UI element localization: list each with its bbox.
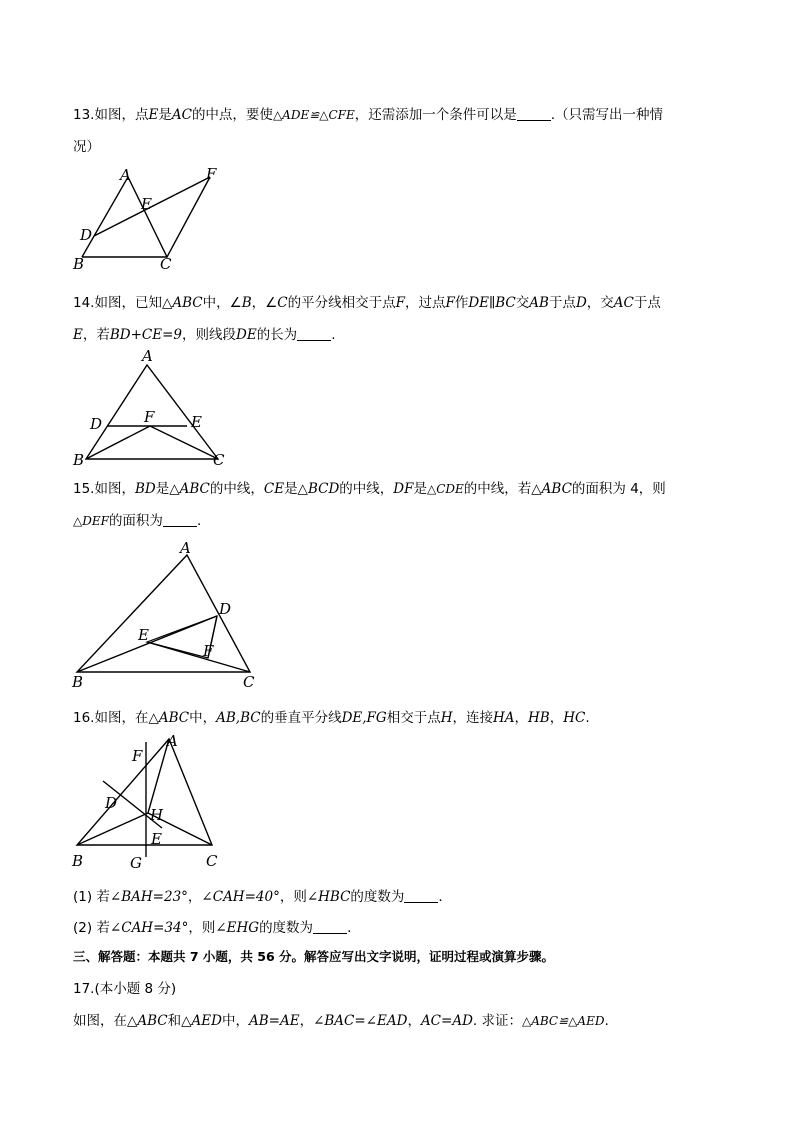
q15-text: 是△ (284, 481, 308, 497)
q17-text: 如图，在△ (73, 1013, 138, 1029)
q13-label-d: D (80, 226, 93, 244)
q14-label-c: C (213, 451, 225, 469)
q15-label-c: C (243, 673, 255, 691)
q16-equation: ∠BAH=23° (109, 889, 188, 905)
q16-text: 的度数为 (259, 920, 314, 936)
q14-line1 (73, 291, 661, 311)
q14-text: ，过点 (404, 295, 446, 311)
q17-statement (73, 1009, 609, 1029)
q13-text: 13.如图，点 (73, 107, 149, 123)
q15-text: . (196, 513, 202, 529)
q15-text: 的中线，若△ (463, 481, 542, 497)
q14-text: 于点 (548, 295, 576, 311)
q15-label-f: F (203, 642, 214, 660)
q16-text: ，则 (279, 889, 307, 905)
q16-label-a: A (167, 732, 178, 750)
q15-median-ce (147, 642, 250, 672)
q13-label-b: B (73, 255, 85, 273)
q16-equation: ∠CAH=40° (201, 889, 280, 905)
q17-var-aed: AED (191, 1013, 222, 1029)
q13-label-a: A (120, 166, 131, 184)
q16-var-hb: HB (528, 710, 550, 726)
q14-figure (70, 345, 240, 470)
q15-label-a: A (180, 539, 191, 557)
q15-label-d: D (219, 600, 232, 618)
q13-label-e: E (141, 195, 152, 213)
q14-var-debc: DE∥BC (468, 295, 516, 311)
q17-text: . (604, 1013, 609, 1029)
q15-line1 (73, 477, 666, 497)
q15-var-abc: ABC (179, 481, 210, 497)
q16-text: . (438, 889, 443, 905)
q16-angle: ∠EHG (215, 920, 260, 936)
q14-equation: BD+CE=9 (109, 327, 182, 343)
q16-text: ， (549, 710, 564, 726)
q13-answer-blank[interactable] (517, 119, 551, 121)
q16-text: ，连接 (452, 710, 493, 726)
q13-label-f: F (206, 165, 217, 183)
q14-var-b: B (241, 295, 252, 311)
q16-triangle-abc (77, 739, 212, 845)
q16-text: 中， (189, 710, 217, 726)
q16-text: 的度数为 (350, 889, 405, 905)
q15-var-cde: △CDE (426, 482, 464, 496)
q15-figure (70, 538, 270, 693)
q15-var-abc: ABC (541, 481, 572, 497)
q16-figure (70, 730, 230, 875)
q16-sub1-answer-blank[interactable] (404, 901, 438, 903)
q15-text: 的面积为 4，则 (571, 481, 666, 497)
q13-text: .（只需写出一种情 (550, 107, 664, 123)
q14-label-e: E (191, 413, 202, 431)
q17-text: ， (299, 1013, 314, 1029)
q16-label-e: E (151, 830, 162, 848)
q14-var-de: DE (236, 327, 257, 343)
q14-var-ab: AB (529, 295, 549, 311)
q15-text: 的中线， (209, 481, 264, 497)
q16-label-g: G (130, 854, 142, 872)
q16-label-d: D (105, 794, 118, 812)
q16-line1 (73, 706, 590, 726)
q14-text: ，∠ (251, 295, 278, 311)
q13-figure (70, 165, 230, 275)
q14-text: . (331, 327, 336, 343)
q15-var-bd: BD (134, 481, 156, 497)
q16-var-ab-bc: AB,BC (216, 710, 261, 726)
q16-label-c: C (206, 852, 218, 870)
q15-var-ce: CE (263, 481, 285, 497)
q14-label-d: D (90, 415, 103, 433)
q17-text: 和△ (167, 1013, 192, 1029)
q14-line2 (73, 323, 335, 343)
q16-text: 的垂直平分线 (260, 710, 342, 726)
q17-congruence: △ABC≌△AED (522, 1014, 605, 1028)
q16-text: ， (514, 710, 529, 726)
q15-text: 是△ (155, 481, 180, 497)
q14-var-f: F (445, 295, 455, 311)
q16-text: (1) 若 (73, 889, 110, 905)
q16-sub2 (73, 916, 351, 936)
q13-var-ac: AC (171, 107, 192, 123)
section-heading: 三、解答题：本题共 7 小题，共 56 分。解答应写出文字说明，证明过程或演算步骤。 (73, 949, 555, 964)
q15-answer-blank[interactable] (163, 525, 197, 527)
q17-text: ， (407, 1013, 421, 1029)
q16-var-de-fg: DE,FG (341, 710, 387, 726)
q14-answer-blank[interactable] (297, 339, 331, 341)
q14-label-a: A (142, 347, 153, 365)
q14-text: 的平分线相交于点 (287, 295, 396, 311)
q14-label-b: B (73, 451, 85, 469)
q15-text: 15.如图， (73, 481, 135, 497)
q16-label-h: H (150, 806, 164, 824)
q17-equation: AB=AE (248, 1013, 300, 1029)
q14-text: 交 (515, 295, 530, 311)
q16-label-b: B (72, 852, 84, 870)
q17-equation: ∠BAC=∠EAD (313, 1013, 408, 1029)
q13-triangle-lines (82, 177, 210, 257)
q17-title: 17.(本小题 8 分) (73, 981, 177, 997)
q13-text: 的中点，要使 (191, 107, 273, 123)
q14-text: 的长为 (256, 327, 298, 343)
q15-text: 的中线， (339, 481, 394, 497)
q13-label-c: C (160, 255, 172, 273)
q17-equation: AC=AD (420, 1013, 473, 1029)
q14-var-c: C (277, 295, 288, 311)
q15-label-e: E (138, 626, 149, 644)
q14-var-e: E (73, 327, 83, 343)
q16-text: . (585, 710, 590, 726)
q16-text: ， (187, 889, 202, 905)
q17-text: . 求证： (472, 1013, 522, 1029)
q15-text: 是 (413, 481, 427, 497)
q16-sub1 (73, 885, 443, 905)
q14-text: ，交 (586, 295, 614, 311)
q14-text: 作 (454, 295, 469, 311)
q15-var-def: △DEF (73, 514, 109, 528)
q14-text: ，若 (82, 327, 110, 343)
q13-text: 是 (158, 107, 172, 123)
q16-label-f: F (132, 747, 143, 765)
q16-var-abc: ABC (158, 710, 190, 726)
q14-text: 14.如图，已知△ (73, 295, 173, 311)
q14-label-f: F (144, 408, 155, 426)
q15-var-bcd: BCD (307, 481, 340, 497)
q13-line2: 况） (73, 139, 100, 155)
q17-var-abc: ABC (137, 1013, 168, 1029)
q16-text: 相交于点 (386, 710, 441, 726)
q13-text: ，还需添加一个条件可以是 (354, 107, 517, 123)
q16-var-ha: HA (492, 710, 515, 726)
q14-text: ，则线段 (182, 327, 236, 343)
q13-line1 (73, 103, 663, 123)
q13-congruence: △ADE≌△CFE (272, 108, 355, 122)
q16-var-h: H (440, 710, 453, 726)
q15-var-df: DF (393, 481, 414, 497)
q14-var-abc: ABC (172, 295, 203, 311)
q15-line2 (73, 509, 201, 529)
q16-text: ，则 (188, 920, 216, 936)
q16-var-hc: HC (563, 710, 586, 726)
q15-label-b: B (72, 673, 84, 691)
q16-angle: ∠HBC (306, 889, 351, 905)
q16-equation: ∠CAH=34° (109, 920, 189, 936)
q16-text: 16.如图，在△ (73, 710, 159, 726)
q16-text: (2) 若 (73, 920, 110, 936)
q15-median-bd (77, 616, 217, 672)
q15-text: 的面积为 (108, 513, 163, 529)
q14-var-f: F (395, 295, 405, 311)
q14-text: 于点 (633, 295, 661, 311)
q16-text: . (347, 920, 352, 936)
q16-sub2-answer-blank[interactable] (313, 932, 347, 934)
q14-var-d: D (575, 295, 587, 311)
q14-var-ac: AC (613, 295, 634, 311)
q13-var-e: E (148, 107, 159, 123)
q17-text: 中， (221, 1013, 249, 1029)
q14-text: 中，∠ (202, 295, 242, 311)
